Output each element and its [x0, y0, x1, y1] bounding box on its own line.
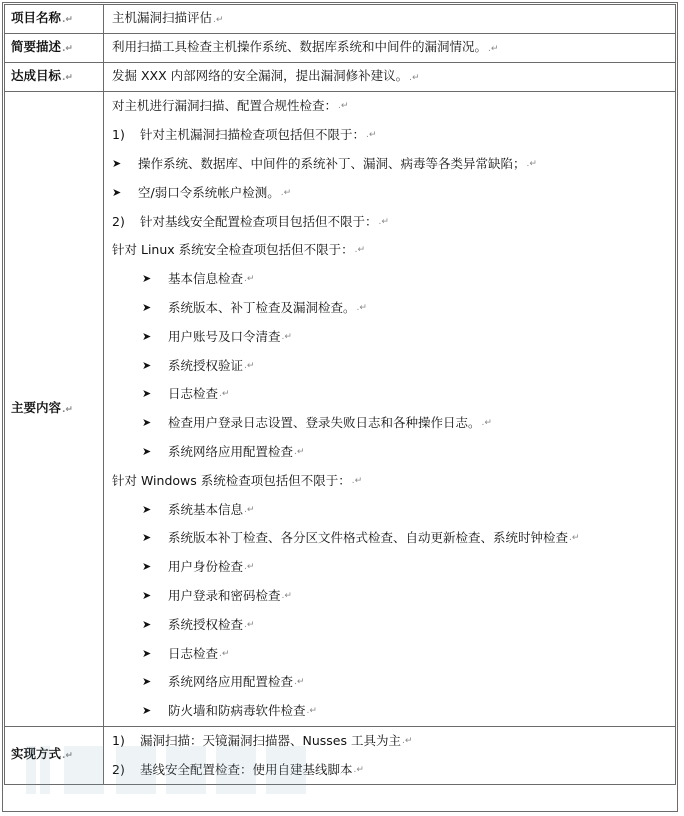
- numbered-item: 2) 基线安全配置检查：使用自建基线脚本 .↵: [112, 761, 364, 777]
- bullet-item: ➤ 系统版本、补丁检查及漏洞检查。 .↵: [142, 299, 367, 315]
- arrow-bullet-icon: ➤: [142, 704, 152, 718]
- row-value: 利用扫描工具检查主机操作系统、数据库系统和中间件的漏洞情况。.↵: [104, 34, 676, 63]
- bullet-item: ➤ 操作系统、数据库、中间件的系统补丁、漏洞、病毒等各类异常缺陷； .↵: [112, 155, 537, 171]
- bullet-item: ➤ 用户账号及口令清查 .↵: [142, 328, 292, 344]
- arrow-bullet-icon: ➤: [142, 387, 152, 401]
- row-label: 实现方式.↵: [5, 726, 104, 785]
- windows-heading: 针对 Windows 系统检查项包括但不限于： .↵: [112, 472, 363, 488]
- bullet-item: ➤ 系统版本补丁检查、各分区文件格式检查、自动更新检查、系统时钟检查 .↵: [142, 530, 580, 546]
- method-cell: [104, 726, 676, 785]
- table-row-main-content: [5, 92, 676, 727]
- bullet-item: ➤ 防火墙和防病毒软件检查 .↵: [142, 703, 317, 719]
- arrow-bullet-icon: ➤: [142, 588, 152, 602]
- numbered-item: 1) 针对主机漏洞扫描检查项包括但不限于： .↵: [112, 127, 377, 143]
- bullet-item: ➤ 空/弱口令系统帐户检测。 .↵: [112, 184, 292, 200]
- numbered-item: 1) 漏洞扫描：天镜漏洞扫描器、Nusses 工具为主 .↵: [112, 732, 413, 748]
- bullet-item: ➤ 基本信息检查 .↵: [142, 271, 255, 287]
- row-label: 项目名称.↵: [5, 5, 104, 34]
- arrow-bullet-icon: ➤: [142, 416, 152, 430]
- bullet-item: ➤ 日志检查 .↵: [142, 386, 230, 402]
- bullet-item: ➤ 系统网络应用配置检查 .↵: [142, 674, 305, 690]
- main-content-cell: [104, 92, 676, 727]
- bullet-item: ➤ 系统基本信息 .↵: [142, 501, 255, 517]
- row-value: 发掘 XXX 内部网络的安全漏洞，提出漏洞修补建议。.↵: [104, 63, 676, 92]
- intro-line: 对主机进行漏洞扫描、配置合规性检查： .↵: [112, 98, 349, 114]
- arrow-bullet-icon: ➤: [142, 272, 152, 286]
- arrow-bullet-icon: ➤: [112, 156, 122, 170]
- row-label: 简要描述.↵: [5, 34, 104, 63]
- arrow-bullet-icon: ➤: [142, 358, 152, 372]
- row-value: 主机漏洞扫描评估.↵: [104, 5, 676, 34]
- arrow-bullet-icon: ➤: [142, 502, 152, 516]
- arrow-bullet-icon: ➤: [142, 560, 152, 574]
- arrow-bullet-icon: ➤: [142, 300, 152, 314]
- bullet-item: ➤ 用户身份检查 .↵: [142, 559, 255, 575]
- bullet-item: ➤ 用户登录和密码检查 .↵: [142, 587, 292, 603]
- project-table: [4, 4, 676, 785]
- bullet-item: ➤ 检查用户登录日志设置、登录失败日志和各种操作日志。 .↵: [142, 415, 492, 431]
- table-row-method: [5, 726, 676, 785]
- arrow-bullet-icon: ➤: [112, 185, 122, 199]
- bullet-item: ➤ 日志检查 .↵: [142, 645, 230, 661]
- arrow-bullet-icon: ➤: [142, 444, 152, 458]
- linux-heading: 针对 Linux 系统安全检查项包括但不限于： .↵: [112, 242, 366, 258]
- arrow-bullet-icon: ➤: [142, 617, 152, 631]
- row-label: 达成目标.↵: [5, 63, 104, 92]
- arrow-bullet-icon: ➤: [142, 646, 152, 660]
- bullet-item: ➤ 系统授权验证 .↵: [142, 357, 255, 373]
- arrow-bullet-icon: ➤: [142, 329, 152, 343]
- bullet-item: ➤ 系统网络应用配置检查 .↵: [142, 443, 305, 459]
- bullet-item: ➤ 系统授权检查 .↵: [142, 616, 255, 632]
- arrow-bullet-icon: ➤: [142, 675, 152, 689]
- table-row: [5, 5, 676, 34]
- table-row: [5, 34, 676, 63]
- row-label: 主要内容.↵: [5, 92, 104, 727]
- numbered-item: 2) 针对基线安全配置检查项目包括但不限于： .↵: [112, 213, 389, 229]
- table-row: [5, 63, 676, 92]
- arrow-bullet-icon: ➤: [142, 531, 152, 545]
